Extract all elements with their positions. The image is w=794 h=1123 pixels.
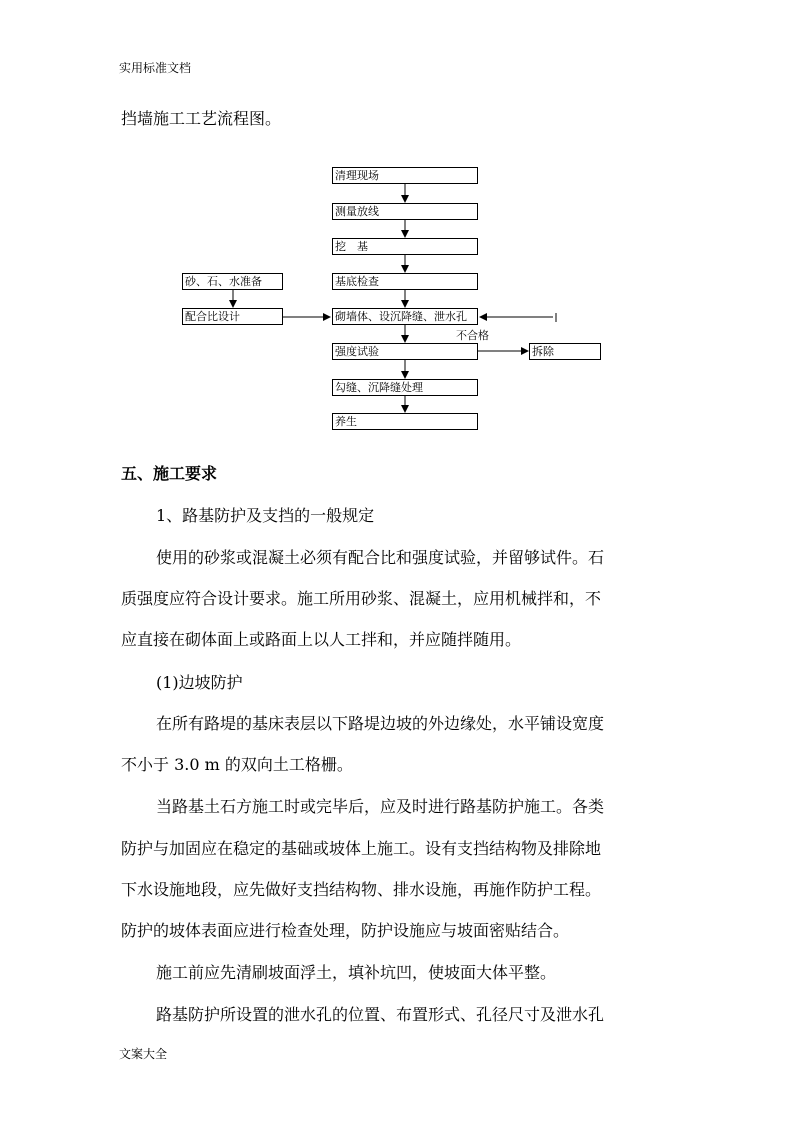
paragraph-line: 路基防护所设置的泄水孔的位置、布置形式、孔径尺寸及泄水孔 xyxy=(156,1005,605,1024)
flow-step-jointing: 勾缝、沉降缝处理 xyxy=(332,379,478,396)
paragraph-line: 施工前应先清刷坡面浮土，填补坑凹，使坡面大体平整。 xyxy=(156,963,557,982)
flow-step-masonry: 砌墙体、设沉降缝、泄水孔 xyxy=(332,308,478,325)
flow-step-base-check: 基底检查 xyxy=(332,273,478,290)
flow-side-materials: 砂、石、水准备 xyxy=(182,273,283,290)
flow-reject-box: 拆除 xyxy=(529,343,601,360)
flow-step-curing: 养生 xyxy=(332,413,478,430)
flow-step-clear-site: 清理现场 xyxy=(332,167,478,184)
paragraph-line: 应直接在砌体面上或路面上以人工拌和，并应随拌随用。 xyxy=(121,630,522,649)
page-footer: 文案大全 xyxy=(119,1047,168,1061)
paragraph-line: 质强度应符合设计要求。施工所用砂浆、混凝土，应用机械拌和，不 xyxy=(121,589,602,608)
subsection-title: 1、路基防护及支挡的一般规定 xyxy=(156,506,375,525)
paragraph-line: 使用的砂浆或混凝土必须有配合比和强度试验，并留够试件。石 xyxy=(156,548,605,567)
flow-step-strength-test: 强度试验 xyxy=(332,343,478,360)
flow-step-survey: 测量放线 xyxy=(332,203,478,220)
subsection-title: (1)边坡防护 xyxy=(156,673,243,692)
flow-fail-label: 不合格 xyxy=(456,329,489,342)
flow-side-mix-design: 配合比设计 xyxy=(182,308,283,325)
paragraph-line: 防护与加固应在稳定的基础或坡体上施工。设有支挡结构物及排除地 xyxy=(121,839,602,858)
section-heading: 五、施工要求 xyxy=(121,464,218,483)
paragraph-line: 在所有路堤的基床表层以下路堤边坡的外边缘处，水平铺设宽度 xyxy=(156,714,605,733)
flow-step-excavate: 挖 基 xyxy=(332,238,478,255)
flowchart-title: 挡墙施工工艺流程图。 xyxy=(121,109,282,128)
paragraph-line: 下水设施地段，应先做好支挡结构物、排水设施，再施作防护工程。 xyxy=(121,880,602,899)
paragraph-line: 防护的坡体表面应进行检查处理，防护设施应与坡面密贴结合。 xyxy=(121,921,570,940)
paragraph-line: 不小于 3.0 m 的双向土工格栅。 xyxy=(121,755,353,774)
paragraph-line: 当路基土石方施工时或完毕后，应及时进行路基防护施工。各类 xyxy=(156,797,605,816)
page-header: 实用标准文档 xyxy=(119,61,192,75)
